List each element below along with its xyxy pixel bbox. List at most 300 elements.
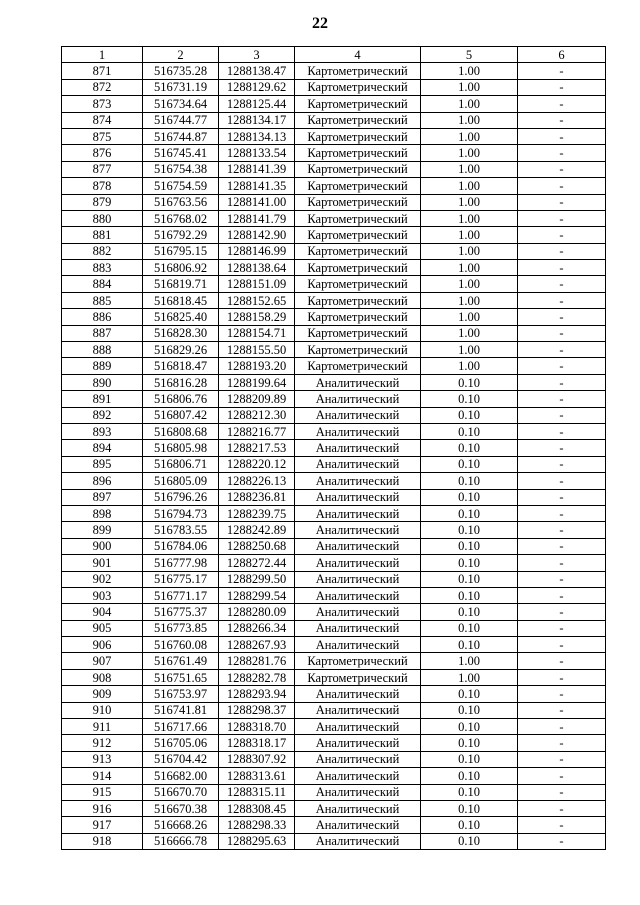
description-cell: - xyxy=(518,210,606,226)
x-coordinate-cell: 516731.19 xyxy=(143,79,219,95)
x-coordinate-cell: 516773.85 xyxy=(143,620,219,636)
method-cell: Картометрический xyxy=(295,145,421,161)
method-cell: Аналитический xyxy=(295,604,421,620)
x-coordinate-cell: 516745.41 xyxy=(143,145,219,161)
description-cell: - xyxy=(518,555,606,571)
x-coordinate-cell: 516763.56 xyxy=(143,194,219,210)
y-coordinate-cell: 1288134.13 xyxy=(219,128,295,144)
accuracy-cell: 1.00 xyxy=(421,178,518,194)
description-cell: - xyxy=(518,637,606,653)
method-cell: Картометрический xyxy=(295,79,421,95)
accuracy-cell: 0.10 xyxy=(421,571,518,587)
table-row xyxy=(62,161,606,177)
accuracy-cell: 0.10 xyxy=(421,374,518,390)
x-coordinate-cell: 516825.40 xyxy=(143,309,219,325)
table-row xyxy=(62,145,606,161)
table-row xyxy=(62,571,606,587)
point-number-cell: 879 xyxy=(62,194,143,210)
x-coordinate-cell: 516792.29 xyxy=(143,227,219,243)
table-row xyxy=(62,538,606,554)
accuracy-cell: 0.10 xyxy=(421,768,518,784)
point-number-cell: 898 xyxy=(62,505,143,521)
description-cell: - xyxy=(518,489,606,505)
y-coordinate-cell: 1288212.30 xyxy=(219,407,295,423)
x-coordinate-cell: 516704.42 xyxy=(143,751,219,767)
table-row xyxy=(62,210,606,226)
point-number-cell: 913 xyxy=(62,751,143,767)
y-coordinate-cell: 1288318.70 xyxy=(219,719,295,735)
x-coordinate-cell: 516818.45 xyxy=(143,292,219,308)
description-cell: - xyxy=(518,719,606,735)
accuracy-cell: 0.10 xyxy=(421,604,518,620)
point-number-cell: 880 xyxy=(62,210,143,226)
table-row xyxy=(62,751,606,767)
description-cell: - xyxy=(518,686,606,702)
table-header-row xyxy=(62,47,606,63)
table-row xyxy=(62,292,606,308)
table-body xyxy=(62,63,606,850)
description-cell: - xyxy=(518,161,606,177)
method-cell: Аналитический xyxy=(295,505,421,521)
description-cell: - xyxy=(518,571,606,587)
y-coordinate-cell: 1288138.64 xyxy=(219,260,295,276)
y-coordinate-cell: 1288138.47 xyxy=(219,63,295,79)
column-header: 6 xyxy=(518,47,606,63)
table-row xyxy=(62,833,606,849)
y-coordinate-cell: 1288282.78 xyxy=(219,669,295,685)
y-coordinate-cell: 1288280.09 xyxy=(219,604,295,620)
accuracy-cell: 1.00 xyxy=(421,194,518,210)
x-coordinate-cell: 516754.59 xyxy=(143,178,219,194)
accuracy-cell: 1.00 xyxy=(421,63,518,79)
accuracy-cell: 1.00 xyxy=(421,325,518,341)
method-cell: Картометрический xyxy=(295,112,421,128)
point-number-cell: 881 xyxy=(62,227,143,243)
x-coordinate-cell: 516717.66 xyxy=(143,719,219,735)
description-cell: - xyxy=(518,604,606,620)
accuracy-cell: 1.00 xyxy=(421,210,518,226)
method-cell: Аналитический xyxy=(295,407,421,423)
x-coordinate-cell: 516760.08 xyxy=(143,637,219,653)
method-cell: Аналитический xyxy=(295,637,421,653)
y-coordinate-cell: 1288220.12 xyxy=(219,456,295,472)
table-row xyxy=(62,358,606,374)
method-cell: Аналитический xyxy=(295,751,421,767)
point-number-cell: 876 xyxy=(62,145,143,161)
method-cell: Картометрический xyxy=(295,342,421,358)
x-coordinate-cell: 516670.70 xyxy=(143,784,219,800)
point-number-cell: 892 xyxy=(62,407,143,423)
x-coordinate-cell: 516794.73 xyxy=(143,505,219,521)
y-coordinate-cell: 1288154.71 xyxy=(219,325,295,341)
accuracy-cell: 0.10 xyxy=(421,407,518,423)
method-cell: Картометрический xyxy=(295,243,421,259)
accuracy-cell: 1.00 xyxy=(421,358,518,374)
description-cell: - xyxy=(518,800,606,816)
accuracy-cell: 0.10 xyxy=(421,800,518,816)
table-row xyxy=(62,407,606,423)
method-cell: Аналитический xyxy=(295,489,421,505)
method-cell: Аналитический xyxy=(295,620,421,636)
x-coordinate-cell: 516734.64 xyxy=(143,96,219,112)
point-number-cell: 902 xyxy=(62,571,143,587)
method-cell: Картометрический xyxy=(295,227,421,243)
table-row xyxy=(62,63,606,79)
method-cell: Картометрический xyxy=(295,194,421,210)
accuracy-cell: 0.10 xyxy=(421,587,518,603)
point-number-cell: 893 xyxy=(62,423,143,439)
table-row xyxy=(62,686,606,702)
point-number-cell: 894 xyxy=(62,440,143,456)
method-cell: Картометрический xyxy=(295,325,421,341)
description-cell: - xyxy=(518,735,606,751)
accuracy-cell: 0.10 xyxy=(421,620,518,636)
page-number: 22 xyxy=(312,15,328,32)
x-coordinate-cell: 516775.17 xyxy=(143,571,219,587)
table-row xyxy=(62,112,606,128)
point-number-cell: 878 xyxy=(62,178,143,194)
point-number-cell: 911 xyxy=(62,719,143,735)
y-coordinate-cell: 1288242.89 xyxy=(219,522,295,538)
point-number-cell: 896 xyxy=(62,473,143,489)
accuracy-cell: 1.00 xyxy=(421,292,518,308)
description-cell: - xyxy=(518,128,606,144)
point-number-cell: 901 xyxy=(62,555,143,571)
point-number-cell: 900 xyxy=(62,538,143,554)
method-cell: Картометрический xyxy=(295,358,421,374)
accuracy-cell: 0.10 xyxy=(421,522,518,538)
description-cell: - xyxy=(518,325,606,341)
y-coordinate-cell: 1288313.61 xyxy=(219,768,295,784)
method-cell: Картометрический xyxy=(295,669,421,685)
description-cell: - xyxy=(518,276,606,292)
accuracy-cell: 0.10 xyxy=(421,555,518,571)
point-number-cell: 883 xyxy=(62,260,143,276)
description-cell: - xyxy=(518,96,606,112)
accuracy-cell: 0.10 xyxy=(421,391,518,407)
point-number-cell: 873 xyxy=(62,96,143,112)
x-coordinate-cell: 516805.09 xyxy=(143,473,219,489)
table-row xyxy=(62,260,606,276)
x-coordinate-cell: 516668.26 xyxy=(143,817,219,833)
description-cell: - xyxy=(518,423,606,439)
x-coordinate-cell: 516796.26 xyxy=(143,489,219,505)
table-row xyxy=(62,505,606,521)
x-coordinate-cell: 516806.92 xyxy=(143,260,219,276)
accuracy-cell: 1.00 xyxy=(421,276,518,292)
method-cell: Картометрический xyxy=(295,260,421,276)
point-number-cell: 904 xyxy=(62,604,143,620)
description-cell: - xyxy=(518,194,606,210)
accuracy-cell: 1.00 xyxy=(421,260,518,276)
point-number-cell: 909 xyxy=(62,686,143,702)
x-coordinate-cell: 516768.02 xyxy=(143,210,219,226)
x-coordinate-cell: 516751.65 xyxy=(143,669,219,685)
table-row xyxy=(62,587,606,603)
point-number-cell: 891 xyxy=(62,391,143,407)
x-coordinate-cell: 516805.98 xyxy=(143,440,219,456)
method-cell: Аналитический xyxy=(295,768,421,784)
method-cell: Аналитический xyxy=(295,571,421,587)
description-cell: - xyxy=(518,391,606,407)
x-coordinate-cell: 516666.78 xyxy=(143,833,219,849)
column-header: 5 xyxy=(421,47,518,63)
method-cell: Картометрический xyxy=(295,309,421,325)
point-number-cell: 918 xyxy=(62,833,143,849)
table-row xyxy=(62,374,606,390)
table-row xyxy=(62,522,606,538)
x-coordinate-cell: 516705.06 xyxy=(143,735,219,751)
y-coordinate-cell: 1288193.20 xyxy=(219,358,295,374)
y-coordinate-cell: 1288307.92 xyxy=(219,751,295,767)
y-coordinate-cell: 1288216.77 xyxy=(219,423,295,439)
method-cell: Картометрический xyxy=(295,63,421,79)
accuracy-cell: 1.00 xyxy=(421,79,518,95)
description-cell: - xyxy=(518,309,606,325)
method-cell: Картометрический xyxy=(295,128,421,144)
method-cell: Картометрический xyxy=(295,653,421,669)
x-coordinate-cell: 516771.17 xyxy=(143,587,219,603)
x-coordinate-cell: 516784.06 xyxy=(143,538,219,554)
y-coordinate-cell: 1288129.62 xyxy=(219,79,295,95)
method-cell: Картометрический xyxy=(295,292,421,308)
table-row xyxy=(62,96,606,112)
y-coordinate-cell: 1288199.64 xyxy=(219,374,295,390)
table-row xyxy=(62,391,606,407)
table-row xyxy=(62,178,606,194)
description-cell: - xyxy=(518,784,606,800)
accuracy-cell: 0.10 xyxy=(421,423,518,439)
table-row xyxy=(62,440,606,456)
table-row xyxy=(62,276,606,292)
method-cell: Картометрический xyxy=(295,276,421,292)
table-row xyxy=(62,342,606,358)
description-cell: - xyxy=(518,292,606,308)
description-cell: - xyxy=(518,342,606,358)
x-coordinate-cell: 516670.38 xyxy=(143,800,219,816)
description-cell: - xyxy=(518,63,606,79)
y-coordinate-cell: 1288239.75 xyxy=(219,505,295,521)
description-cell: - xyxy=(518,768,606,784)
table-row xyxy=(62,128,606,144)
accuracy-cell: 0.10 xyxy=(421,833,518,849)
point-number-cell: 887 xyxy=(62,325,143,341)
y-coordinate-cell: 1288318.17 xyxy=(219,735,295,751)
description-cell: - xyxy=(518,145,606,161)
accuracy-cell: 0.10 xyxy=(421,784,518,800)
coordinates-table xyxy=(61,46,606,850)
point-number-cell: 912 xyxy=(62,735,143,751)
accuracy-cell: 0.10 xyxy=(421,817,518,833)
accuracy-cell: 1.00 xyxy=(421,128,518,144)
description-cell: - xyxy=(518,243,606,259)
y-coordinate-cell: 1288146.99 xyxy=(219,243,295,259)
y-coordinate-cell: 1288299.50 xyxy=(219,571,295,587)
table-row xyxy=(62,243,606,259)
point-number-cell: 884 xyxy=(62,276,143,292)
point-number-cell: 871 xyxy=(62,63,143,79)
x-coordinate-cell: 516829.26 xyxy=(143,342,219,358)
point-number-cell: 905 xyxy=(62,620,143,636)
accuracy-cell: 0.10 xyxy=(421,473,518,489)
y-coordinate-cell: 1288141.00 xyxy=(219,194,295,210)
y-coordinate-cell: 1288217.53 xyxy=(219,440,295,456)
method-cell: Аналитический xyxy=(295,391,421,407)
accuracy-cell: 0.10 xyxy=(421,735,518,751)
description-cell: - xyxy=(518,587,606,603)
table-row xyxy=(62,473,606,489)
point-number-cell: 872 xyxy=(62,79,143,95)
table-row xyxy=(62,555,606,571)
y-coordinate-cell: 1288298.33 xyxy=(219,817,295,833)
method-cell: Аналитический xyxy=(295,719,421,735)
table-row xyxy=(62,604,606,620)
method-cell: Аналитический xyxy=(295,522,421,538)
point-number-cell: 890 xyxy=(62,374,143,390)
accuracy-cell: 1.00 xyxy=(421,112,518,128)
method-cell: Аналитический xyxy=(295,702,421,718)
accuracy-cell: 1.00 xyxy=(421,653,518,669)
table-row xyxy=(62,489,606,505)
accuracy-cell: 1.00 xyxy=(421,309,518,325)
x-coordinate-cell: 516741.81 xyxy=(143,702,219,718)
accuracy-cell: 0.10 xyxy=(421,637,518,653)
y-coordinate-cell: 1288281.76 xyxy=(219,653,295,669)
method-cell: Аналитический xyxy=(295,817,421,833)
point-number-cell: 888 xyxy=(62,342,143,358)
accuracy-cell: 1.00 xyxy=(421,227,518,243)
table-row xyxy=(62,800,606,816)
table-row xyxy=(62,620,606,636)
description-cell: - xyxy=(518,440,606,456)
table-row xyxy=(62,194,606,210)
y-coordinate-cell: 1288299.54 xyxy=(219,587,295,603)
y-coordinate-cell: 1288266.34 xyxy=(219,620,295,636)
accuracy-cell: 0.10 xyxy=(421,751,518,767)
point-number-cell: 910 xyxy=(62,702,143,718)
accuracy-cell: 1.00 xyxy=(421,342,518,358)
method-cell: Картометрический xyxy=(295,210,421,226)
description-cell: - xyxy=(518,817,606,833)
y-coordinate-cell: 1288141.79 xyxy=(219,210,295,226)
table-row xyxy=(62,784,606,800)
description-cell: - xyxy=(518,473,606,489)
point-number-cell: 875 xyxy=(62,128,143,144)
method-cell: Картометрический xyxy=(295,178,421,194)
x-coordinate-cell: 516744.77 xyxy=(143,112,219,128)
point-number-cell: 889 xyxy=(62,358,143,374)
accuracy-cell: 0.10 xyxy=(421,489,518,505)
point-number-cell: 882 xyxy=(62,243,143,259)
accuracy-cell: 0.10 xyxy=(421,702,518,718)
table-row xyxy=(62,669,606,685)
method-cell: Аналитический xyxy=(295,686,421,702)
point-number-cell: 916 xyxy=(62,800,143,816)
description-cell: - xyxy=(518,653,606,669)
x-coordinate-cell: 516753.97 xyxy=(143,686,219,702)
x-coordinate-cell: 516819.71 xyxy=(143,276,219,292)
method-cell: Аналитический xyxy=(295,538,421,554)
description-cell: - xyxy=(518,112,606,128)
point-number-cell: 915 xyxy=(62,784,143,800)
method-cell: Аналитический xyxy=(295,555,421,571)
table-row xyxy=(62,79,606,95)
method-cell: Картометрический xyxy=(295,96,421,112)
description-cell: - xyxy=(518,178,606,194)
point-number-cell: 917 xyxy=(62,817,143,833)
accuracy-cell: 0.10 xyxy=(421,719,518,735)
x-coordinate-cell: 516777.98 xyxy=(143,555,219,571)
point-number-cell: 914 xyxy=(62,768,143,784)
column-header: 1 xyxy=(62,47,143,63)
y-coordinate-cell: 1288272.44 xyxy=(219,555,295,571)
y-coordinate-cell: 1288134.17 xyxy=(219,112,295,128)
method-cell: Аналитический xyxy=(295,587,421,603)
y-coordinate-cell: 1288209.89 xyxy=(219,391,295,407)
x-coordinate-cell: 516775.37 xyxy=(143,604,219,620)
table-row xyxy=(62,768,606,784)
x-coordinate-cell: 516807.42 xyxy=(143,407,219,423)
point-number-cell: 903 xyxy=(62,587,143,603)
point-number-cell: 906 xyxy=(62,637,143,653)
y-coordinate-cell: 1288267.93 xyxy=(219,637,295,653)
column-header: 3 xyxy=(219,47,295,63)
point-number-cell: 897 xyxy=(62,489,143,505)
y-coordinate-cell: 1288141.39 xyxy=(219,161,295,177)
description-cell: - xyxy=(518,456,606,472)
description-cell: - xyxy=(518,538,606,554)
x-coordinate-cell: 516806.76 xyxy=(143,391,219,407)
x-coordinate-cell: 516761.49 xyxy=(143,653,219,669)
point-number-cell: 885 xyxy=(62,292,143,308)
description-cell: - xyxy=(518,374,606,390)
y-coordinate-cell: 1288226.13 xyxy=(219,473,295,489)
table-row xyxy=(62,653,606,669)
method-cell: Аналитический xyxy=(295,456,421,472)
x-coordinate-cell: 516735.28 xyxy=(143,63,219,79)
x-coordinate-cell: 516808.68 xyxy=(143,423,219,439)
x-coordinate-cell: 516795.15 xyxy=(143,243,219,259)
method-cell: Аналитический xyxy=(295,423,421,439)
accuracy-cell: 0.10 xyxy=(421,505,518,521)
point-number-cell: 874 xyxy=(62,112,143,128)
point-number-cell: 907 xyxy=(62,653,143,669)
point-number-cell: 895 xyxy=(62,456,143,472)
accuracy-cell: 0.10 xyxy=(421,440,518,456)
description-cell: - xyxy=(518,522,606,538)
x-coordinate-cell: 516828.30 xyxy=(143,325,219,341)
x-coordinate-cell: 516744.87 xyxy=(143,128,219,144)
y-coordinate-cell: 1288141.35 xyxy=(219,178,295,194)
table-row xyxy=(62,456,606,472)
description-cell: - xyxy=(518,358,606,374)
description-cell: - xyxy=(518,79,606,95)
table-row xyxy=(62,227,606,243)
point-number-cell: 899 xyxy=(62,522,143,538)
description-cell: - xyxy=(518,260,606,276)
table-row xyxy=(62,702,606,718)
description-cell: - xyxy=(518,407,606,423)
table-row xyxy=(62,637,606,653)
description-cell: - xyxy=(518,620,606,636)
accuracy-cell: 0.10 xyxy=(421,456,518,472)
method-cell: Аналитический xyxy=(295,440,421,456)
method-cell: Аналитический xyxy=(295,374,421,390)
table-row xyxy=(62,325,606,341)
method-cell: Картометрический xyxy=(295,161,421,177)
method-cell: Аналитический xyxy=(295,735,421,751)
y-coordinate-cell: 1288133.54 xyxy=(219,145,295,161)
